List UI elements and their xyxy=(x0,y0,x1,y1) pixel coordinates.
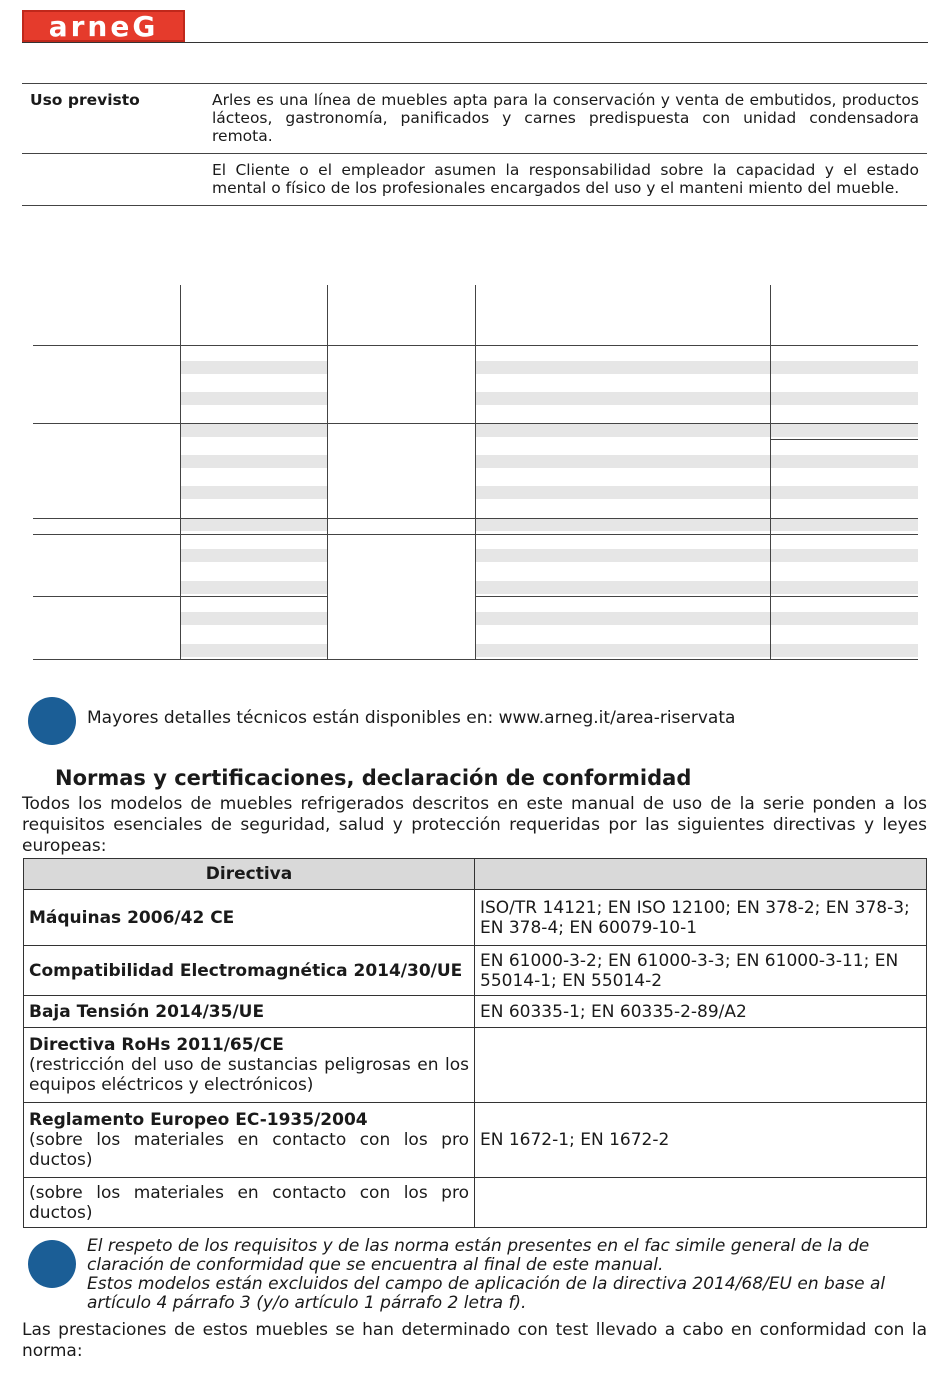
technical-details-note: Mayores detalles técnicos están disponibles en: www.arneg.it/area-riservata xyxy=(87,708,736,728)
conformity-note xyxy=(87,1237,927,1313)
directive-title: Máquinas 2006/42 CE xyxy=(29,907,235,928)
directive-title: Reglamento Europeo EC-1935/2004 xyxy=(29,1110,368,1130)
intended-use-text: Arles es una línea de muebles apta para la conservación y venta de embutidos, productos lácteos, gastronomía, panificados y carnes predispuesta con unidad condensadora remota. xyxy=(200,84,927,154)
directive-standards: ISO/TR 14121; EN ISO 12100; EN 378-2; EN 378-3; EN 378-4; EN 60079-10-1 xyxy=(475,890,927,946)
table-row xyxy=(24,1028,927,1103)
conformity-note-line1: El respeto de los requisitos y de las norma están presentes en el fac simile general de la de claración de conformidad que se encuentra al final de este manual. xyxy=(87,1236,870,1275)
conformity-note-line2: Estos modelos están excluidos del campo de aplicación de la directiva 2014/68/EU en base al artículo 4 párrafo 3 (y/o artículo 1 párrafo 2 letra f). xyxy=(87,1274,886,1313)
table-row xyxy=(24,1103,927,1178)
info-icon xyxy=(28,1240,76,1288)
directive-standards: EN 61000-3-2; EN 61000-3-3; EN 61000-3-11; EN 55014-1; EN 55014-2 xyxy=(475,946,927,996)
closing-paragraph: Las prestaciones de estos muebles se han determinado con test llevado a cabo en conformidad con la norma: xyxy=(22,1320,927,1361)
directive-standards: EN 60335-1; EN 60335-2-89/A2 xyxy=(475,996,927,1028)
directive-standards: EN 1672-1; EN 1672-2 xyxy=(475,1103,927,1178)
standards-column-header xyxy=(475,859,927,890)
header-divider xyxy=(22,42,928,43)
directives-table xyxy=(23,858,927,1228)
table-row xyxy=(24,1178,927,1228)
directive-title: Compatibilidad Electromagnética 2014/30/UE xyxy=(29,960,463,981)
empty-label-cell xyxy=(22,154,200,206)
responsibility-text: El Cliente o el empleador asumen la responsabilidad sobre la capacidad y el estado mental o físico de los profesionales encargados del uso y el manteni miento del mueble. xyxy=(200,154,927,206)
info-icon xyxy=(28,697,76,745)
norms-section-title: Normas y certificaciones, declaración de conformidad xyxy=(55,766,692,790)
arneg-logo: arneG xyxy=(22,10,185,42)
directive-title: Directiva RoHs 2011/65/CE xyxy=(29,1035,284,1055)
intended-use-label: Uso previsto xyxy=(22,84,200,154)
directive-title: Baja Tensión 2014/35/UE xyxy=(29,1001,265,1022)
directive-description: (sobre los materiales en contacto con los pro ductos) xyxy=(29,1182,469,1223)
directive-description: (sobre los materiales en contacto con los pro ductos) xyxy=(29,1130,469,1170)
table-row xyxy=(24,996,927,1028)
empty-specs-grid xyxy=(33,285,918,660)
directive-column-header: Directiva xyxy=(24,859,475,890)
directive-standards xyxy=(475,1028,927,1103)
directive-standards xyxy=(475,1178,927,1228)
intended-use-table xyxy=(22,83,927,206)
directive-description: (restricción del uso de sustancias peligrosas en los equipos eléctricos y electrónicos) xyxy=(29,1055,469,1095)
table-row xyxy=(24,890,927,946)
table-row xyxy=(24,946,927,996)
norms-intro: Todos los modelos de muebles refrigerados descritos en este manual de uso de la serie ponden a los requisitos esenciales de seguridad, salud y protección requeridas por las siguientes directivas y leyes europeas: xyxy=(22,794,927,856)
